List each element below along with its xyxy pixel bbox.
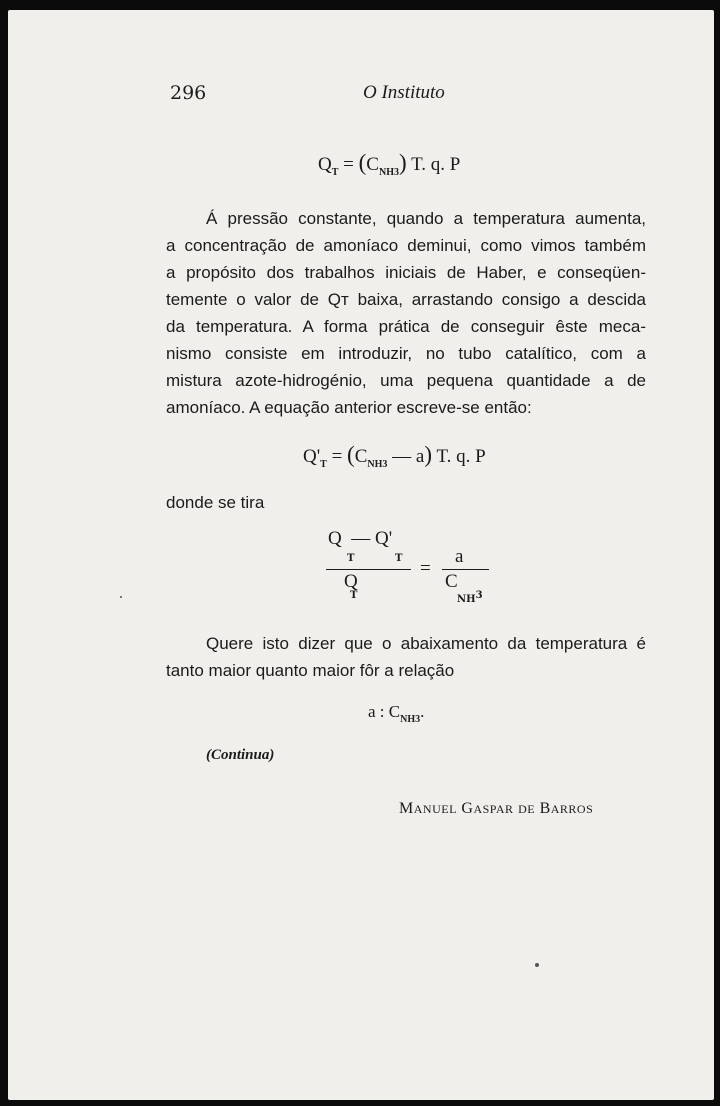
p1-line: mistura azote-hidrogénio, uma pequena quantidade a de	[166, 371, 646, 390]
eq3-rhs-den-sub: NH3	[457, 590, 483, 605]
eq3-rhs-num: a	[455, 546, 464, 567]
eq2-rest: T. q. P	[436, 446, 486, 467]
p1-line: temente o valor de Qᴛ baixa, arrastando consigo a descida	[166, 290, 646, 309]
p1-line: da temperatura. A forma prática de conseguir êste meca-	[166, 317, 646, 336]
eq3-numerator	[328, 528, 392, 550]
p1-line: nismo consiste em introduzir, no tubo catalítico, com a	[166, 344, 646, 363]
eq1-rest: T. q. P	[411, 154, 461, 175]
eq3-rhs-den: C	[445, 571, 458, 592]
p1-line: Á pressão constante, quando a temperatura aumenta,	[206, 209, 646, 228]
eq3-num-sub1: T	[347, 553, 355, 564]
p2-line: tanto maior quanto maior fôr a relação	[166, 661, 455, 680]
page	[8, 10, 714, 1100]
eq1-lhs: Q	[318, 154, 332, 175]
page-number: 296	[170, 82, 207, 104]
eq3-fraction-bar-left	[326, 569, 411, 570]
author-signature: MANUEL GASPAR DE BARROS	[399, 800, 594, 817]
eq1-equals: =	[343, 154, 354, 175]
eq1-c-sub: NH	[378, 167, 394, 178]
equation-2: $Q'_T = (C_{NH3}$ — a) T. q. P	[303, 442, 486, 470]
equation-1: $Q_T = (C_{NH3})$ T. q. P	[318, 150, 461, 178]
p1-line: a concentração de amoníaco deminui, como vimos também	[166, 236, 646, 255]
paragraph-1	[166, 205, 646, 421]
eq2-equals: =	[331, 446, 343, 467]
eq3-equals: =	[420, 558, 431, 579]
eq2-minus-a: — a	[392, 446, 425, 467]
ratio: a : $C_{NH3}$.	[368, 702, 425, 725]
eq1-c-sup: 3	[393, 167, 399, 178]
eq1-c: C	[366, 154, 379, 175]
eq3-num-sub2: T	[395, 553, 403, 564]
p1-line: amoníaco. A equação anterior escreve-se então:	[166, 398, 532, 417]
eq2-c-sup: 3	[382, 459, 388, 470]
donde-text: donde se tira	[166, 493, 265, 512]
eq3-num-text: Q — Q'	[328, 528, 393, 549]
p2-line: Quere isto dizer que o abaixamento da temperatura é	[206, 634, 646, 653]
eq2-c-sub: NH	[367, 459, 383, 470]
eq3-den-sub: T	[350, 590, 358, 601]
running-title: O Instituto	[363, 82, 445, 103]
eq2-lhs-sub: T	[320, 459, 327, 470]
ink-speck	[120, 596, 122, 598]
eq3-denominator: Q	[344, 571, 358, 592]
p1-line: a propósito dos trabalhos iniciais de Haber, e conseqüen-	[166, 263, 646, 282]
eq1-lhs-sub: T	[331, 167, 339, 178]
continua-note: (Continua)	[206, 747, 275, 763]
eq2-lhs: Q'	[303, 446, 321, 467]
paragraph-2	[166, 630, 646, 684]
ink-speck	[535, 963, 539, 967]
eq2-c: C	[354, 446, 368, 467]
